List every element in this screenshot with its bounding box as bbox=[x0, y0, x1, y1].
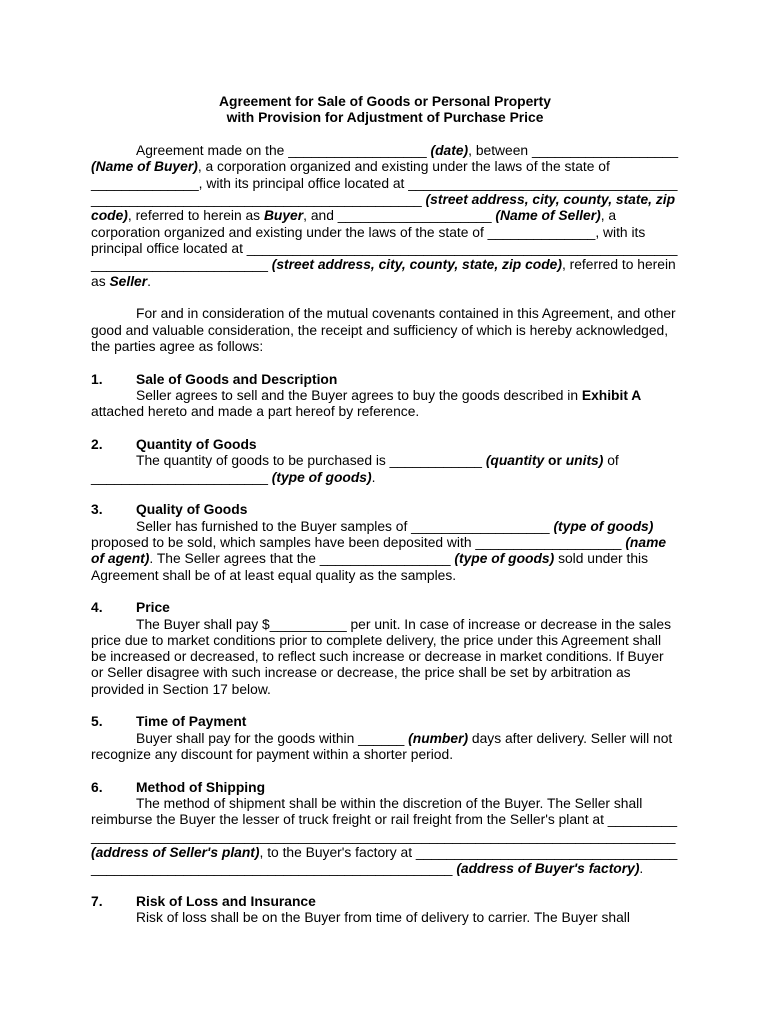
text-run: or Seller disagree with such increase or decrease, the price shall be set by arbitration as bbox=[91, 664, 631, 681]
text-run: price due to market conditions prior to complete delivery, the price under this Agreement shall bbox=[91, 631, 662, 648]
text-run: ___________________________________________ bbox=[91, 190, 426, 207]
section-number: 3. bbox=[91, 501, 103, 518]
title-line-2: with Provision for Adjustment of Purchase Price bbox=[226, 109, 544, 126]
emphasized-text: Seller bbox=[109, 272, 148, 289]
text-line bbox=[91, 452, 770, 468]
emphasized-text: (name bbox=[625, 533, 667, 550]
text-run: The Buyer shall pay $__________ per unit. In case of increase or decrease in the sales bbox=[136, 615, 672, 632]
emphasized-text: (date) bbox=[430, 141, 469, 158]
text-line bbox=[91, 207, 770, 223]
text-line bbox=[91, 175, 770, 191]
text-run: The quantity of goods to be purchased is ____________ bbox=[136, 452, 486, 469]
sections bbox=[91, 371, 770, 926]
text-line bbox=[91, 811, 770, 827]
text-line bbox=[91, 158, 770, 174]
text-run: Risk of loss shall be on the Buyer from time of delivery to carrier. The Buyer shall bbox=[136, 909, 630, 926]
section-heading: Sale of Goods and Description bbox=[136, 370, 338, 387]
text-run: the parties agree as follows: bbox=[91, 337, 264, 354]
text-line bbox=[91, 224, 770, 240]
section-5 bbox=[91, 713, 770, 762]
emphasized-text: units) bbox=[565, 452, 604, 469]
emphasized-text: Buyer bbox=[263, 207, 304, 224]
text-line bbox=[91, 828, 770, 844]
text-line bbox=[91, 240, 770, 256]
section-number: 2. bbox=[91, 435, 103, 452]
text-line bbox=[91, 664, 770, 680]
text-line bbox=[91, 534, 770, 550]
text-line bbox=[91, 648, 770, 664]
text-run: . bbox=[371, 468, 376, 485]
emphasized-text: (Name of Buyer) bbox=[91, 158, 198, 175]
section-number: 5. bbox=[91, 713, 103, 730]
section-heading-line bbox=[91, 893, 770, 909]
text-run: , between ___________________ bbox=[468, 141, 679, 158]
section-heading-line bbox=[91, 371, 770, 387]
preamble-paragraph bbox=[91, 142, 770, 289]
section-heading-line bbox=[91, 599, 770, 615]
section-6 bbox=[91, 779, 770, 877]
text-run: of bbox=[603, 452, 619, 469]
text-run: , and ____________________ bbox=[303, 207, 496, 224]
emphasized-text: (street address, city, county, state, zip bbox=[425, 190, 676, 207]
text-line bbox=[91, 518, 770, 534]
text-line bbox=[91, 860, 770, 876]
section-heading-line bbox=[91, 779, 770, 795]
text-line bbox=[91, 322, 770, 338]
text-run: , referred to herein bbox=[561, 256, 676, 273]
text-run: Agreement shall be of at least equal quality as the samples. bbox=[91, 566, 457, 583]
text-run: _______________________ bbox=[91, 256, 272, 273]
title-line-1: Agreement for Sale of Goods or Personal Property bbox=[219, 93, 551, 109]
text-run: . bbox=[639, 860, 644, 877]
text-run: Agreement made on the __________________ bbox=[136, 141, 431, 158]
text-run: Seller has furnished to the Buyer samples of __________________ bbox=[136, 517, 554, 534]
text-run: proposed to be sold, which samples have been deposited with ___________________ bbox=[91, 533, 626, 550]
section-heading: Price bbox=[136, 599, 170, 616]
emphasized-text: (type of goods) bbox=[271, 468, 372, 485]
text-line bbox=[91, 387, 770, 403]
emphasized-text: (address of Seller's plant) bbox=[91, 844, 260, 861]
text-line bbox=[91, 795, 770, 811]
text-run: ____________________________________________________________________________ bbox=[91, 827, 676, 844]
page-title bbox=[91, 93, 679, 126]
preamble-paragraph bbox=[91, 305, 770, 354]
text-line bbox=[91, 403, 770, 419]
text-run: good and valuable consideration, the receipt and sufficiency of which is hereby acknowledged, bbox=[91, 321, 669, 338]
text-run: attached hereto and made a part hereof by reference. bbox=[91, 403, 420, 420]
section-heading-line bbox=[91, 436, 770, 452]
text-run: sold under this bbox=[554, 550, 649, 567]
text-line bbox=[91, 681, 770, 697]
text-run: . The Seller agrees that the _________________ bbox=[149, 550, 455, 567]
section-2 bbox=[91, 436, 770, 485]
section-heading-line bbox=[91, 501, 770, 517]
text-run: provided in Section 17 below. bbox=[91, 680, 271, 697]
emphasized-text: code) bbox=[91, 207, 128, 224]
emphasized-text: (type of goods) bbox=[553, 517, 654, 534]
text-line bbox=[91, 844, 770, 860]
text-run: , a bbox=[600, 207, 617, 224]
section-number: 7. bbox=[91, 893, 103, 910]
text-line bbox=[91, 273, 770, 289]
text-run: reimburse the Buyer the lesser of truck freight or rail freight from the Seller's plant at _________ bbox=[91, 811, 678, 828]
section-heading: Quality of Goods bbox=[136, 501, 248, 518]
text-run: as bbox=[91, 272, 110, 289]
emphasized-text: (street address, city, county, state, zip code) bbox=[271, 256, 562, 273]
text-line bbox=[91, 616, 770, 632]
emphasized-text: (type of goods) bbox=[454, 550, 555, 567]
text-line bbox=[91, 550, 770, 566]
text-run: corporation organized and existing under the laws of the state of ______________, with its bbox=[91, 223, 646, 240]
text-line bbox=[91, 305, 770, 321]
text-line bbox=[91, 338, 770, 354]
text-run: ______________, with its principal office located at ___________________________________ bbox=[91, 174, 678, 191]
text-run: The method of shipment shall be within the discretion of the Buyer. The Seller shall bbox=[136, 795, 643, 812]
text-run: principal office located at ________________________________________________________ bbox=[91, 239, 678, 256]
emphasized-text: Exhibit A bbox=[581, 386, 642, 403]
text-run: , a corporation organized and existing under the laws of the state of bbox=[197, 158, 610, 175]
section-4 bbox=[91, 599, 770, 697]
text-line bbox=[91, 256, 770, 272]
text-run: For and in consideration of the mutual covenants contained in this Agreement, and other bbox=[136, 305, 676, 322]
section-number: 4. bbox=[91, 599, 103, 616]
emphasized-text: (Name of Seller) bbox=[495, 207, 601, 224]
text-line bbox=[91, 469, 770, 485]
text-run: , referred to herein as bbox=[127, 207, 264, 224]
text-run: days after delivery. Seller will not bbox=[468, 729, 673, 746]
preamble bbox=[91, 142, 770, 354]
text-run: _______________________ bbox=[91, 468, 272, 485]
emphasized-text: (number) bbox=[408, 729, 469, 746]
text-line bbox=[91, 909, 770, 925]
section-heading: Method of Shipping bbox=[136, 778, 266, 795]
text-run: _______________________________________________ bbox=[91, 860, 457, 877]
section-heading: Risk of Loss and Insurance bbox=[136, 893, 316, 910]
text-run: . bbox=[147, 272, 151, 289]
section-heading-line bbox=[91, 713, 770, 729]
section-number: 6. bbox=[91, 778, 103, 795]
text-run: recognize any discount for payment within a shorter period. bbox=[91, 746, 454, 763]
text-line bbox=[91, 730, 770, 746]
text-line bbox=[91, 746, 770, 762]
section-3 bbox=[91, 501, 770, 583]
section-7 bbox=[91, 893, 770, 926]
emphasized-text: (quantity bbox=[485, 452, 545, 469]
text-run: be increased or decreased, to reflect such increase or decrease in market conditions. If Buyer bbox=[91, 648, 664, 665]
text-run: Seller agrees to sell and the Buyer agrees to buy the goods described in bbox=[136, 386, 582, 403]
section-1 bbox=[91, 371, 770, 420]
text-line bbox=[91, 191, 770, 207]
section-heading: Time of Payment bbox=[136, 713, 247, 730]
emphasized-text: (address of Buyer's factory) bbox=[456, 860, 640, 877]
section-number: 1. bbox=[91, 370, 103, 387]
text-line bbox=[91, 632, 770, 648]
text-line bbox=[91, 142, 770, 158]
text-run: Buyer shall pay for the goods within ______ bbox=[136, 729, 409, 746]
text-line bbox=[91, 567, 770, 583]
emphasized-text: of agent) bbox=[91, 550, 150, 567]
section-heading: Quantity of Goods bbox=[136, 435, 257, 452]
emphasized-text: or bbox=[544, 452, 566, 469]
text-run: , to the Buyer's factory at __________________________________ bbox=[259, 844, 678, 861]
